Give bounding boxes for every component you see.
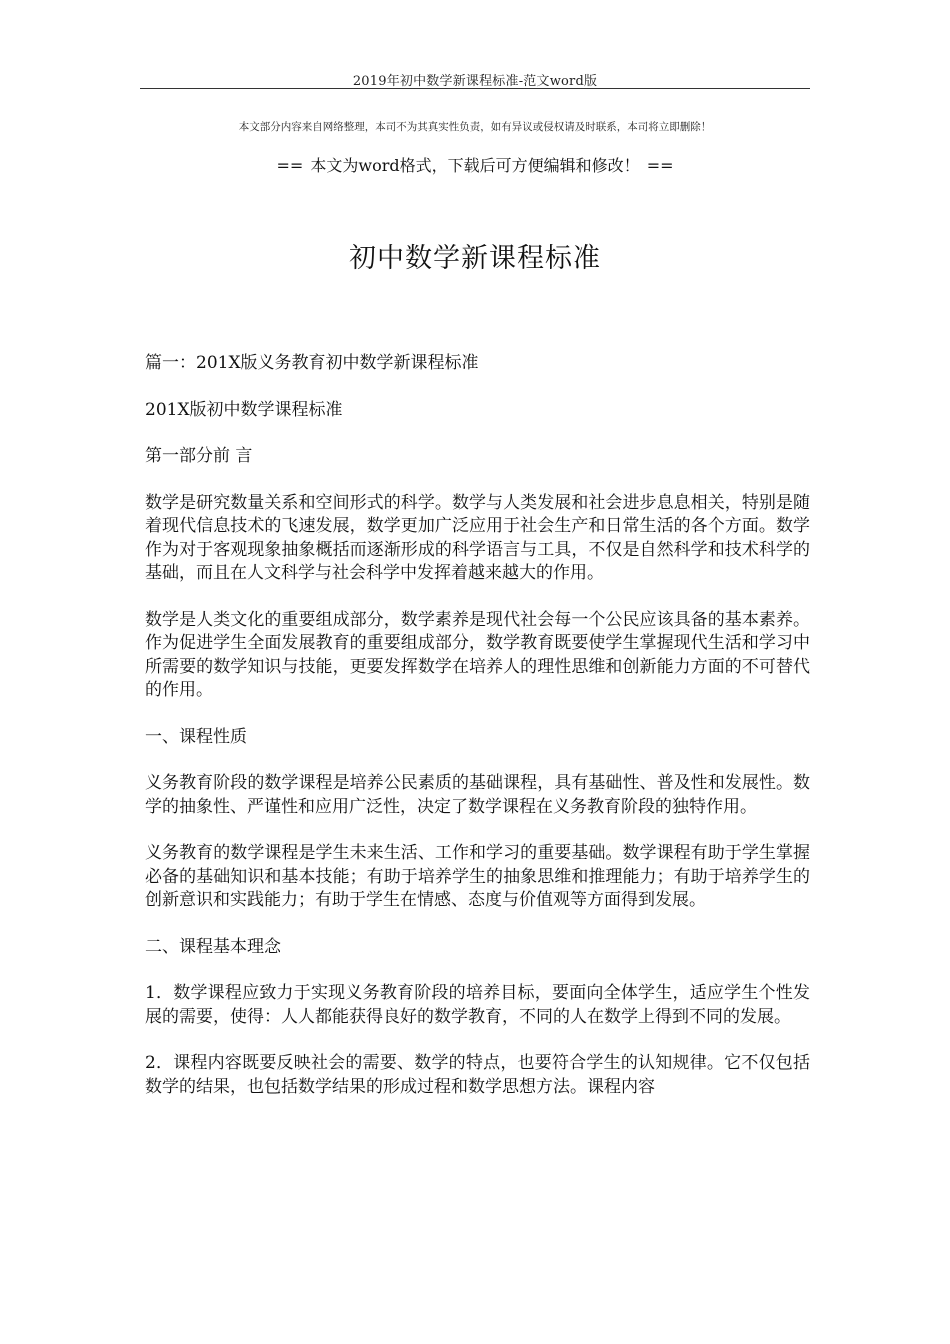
list-item: 2．课程内容既要反映社会的需要、数学的特点，也要符合学生的认知规律。它不仅包括数学的结果，也包括数学结果的形成过程和数学思想方法。课程内容 [145, 1053, 810, 1097]
running-header: 2019年初中数学新课程标准-范文word版 [352, 74, 598, 89]
copyright-disclaimer: 本文部分内容来自网络整理，本司不为其真实性负责，如有异议或侵权请及时联系，本司将立即删除！ [238, 121, 712, 133]
document-title: 初中数学新课程标准 [349, 243, 601, 274]
body-paragraph: 数学是人类文化的重要组成部分，数学素养是现代社会每一个公民应该具备的基本素养。作为促进学生全面发展教育的重要组成部分，数学教育既要使学生掌握现代生活和学习中所需要的数学知识与技能，更要发挥数学在培养人的理性思维和创新能力方面的不可替代的作用。 [145, 609, 810, 700]
body-paragraph: 义务教育的数学课程是学生未来生活、工作和学习的重要基础。数学课程有助于学生掌握必备的基础知识和基本技能；有助于培养学生的抽象思维和推理能力；有助于培养学生的创新意识和实践能力；有助于学生在情感、态度与价值观等方面得到发展。 [145, 843, 810, 910]
part-heading: 第一部分前 言 [145, 446, 253, 466]
subtitle: 201X版初中数学课程标准 [145, 399, 343, 420]
section-heading: 二、课程基本理念 [145, 936, 281, 957]
body-paragraph: 数学是研究数量关系和空间形式的科学。数学与人类发展和社会进步息息相关，特别是随着现代信息技术的飞速发展，数学更加广泛应用于社会生产和日常生活的各个方面。数学作为对于客观现象抽象概括而逐渐形成的科学语言与工具，不仅是自然科学和技术科学的基础，而且在人文科学与社会科学中发挥着越来越大的作用。 [145, 492, 810, 583]
list-item: 1．数学课程应致力于实现义务教育阶段的培养目标，要面向全体学生，适应学生个性发展的需要，使得：人人都能获得良好的数学教育，不同的人在数学上得到不同的发展。 [145, 983, 810, 1027]
body-paragraph: 义务教育阶段的数学课程是培养公民素质的基础课程，具有基础性、普及性和发展性。数学的抽象性、严谨性和应用广泛性，决定了数学课程在义务教育阶段的独特作用。 [145, 773, 810, 817]
section-heading: 篇一：201X版义务教育初中数学新课程标准 [145, 353, 479, 373]
document-body [145, 352, 810, 1099]
word-format-notice: == 本文为word格式，下载后可方便编辑和修改！ == [276, 156, 674, 175]
section-heading: 一、课程性质 [145, 726, 247, 747]
header-divider [140, 88, 810, 89]
